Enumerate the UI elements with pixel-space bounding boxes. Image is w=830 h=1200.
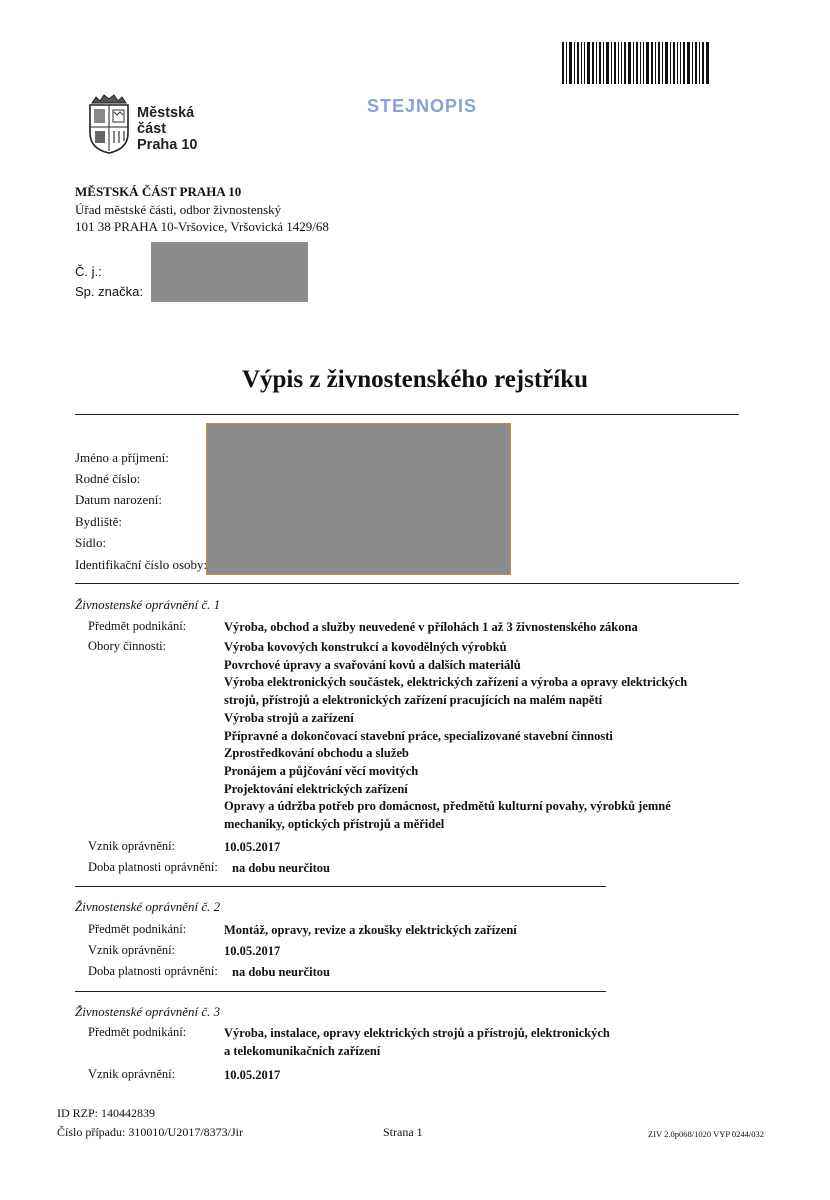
subject-label: Předmět podnikání:: [88, 619, 187, 633]
redaction-box: [207, 424, 510, 574]
logo-text-line: Praha 10: [137, 137, 198, 153]
field-item: strojů, přístrojů a elektronických zařízení pracujících na malém napětí: [224, 693, 603, 708]
origin-value: 10.05.2017: [224, 840, 281, 854]
cj-label: Č. j.:: [75, 264, 102, 279]
office-department: Úřad městské části, odbor živnostenský: [75, 201, 282, 217]
subject-value: [224, 1025, 610, 1060]
field-item: Výroba elektronických součástek, elektrických zařízení a výroba a opravy elektrických: [224, 675, 688, 690]
barcode: [562, 42, 748, 84]
fields-list: [224, 639, 687, 834]
divider: [75, 583, 739, 584]
field-item: Zprostředkování obchodu a služeb: [224, 746, 409, 761]
subject-value: Montáž, opravy, revize a zkoušky elektrických zařízení: [224, 923, 517, 937]
validity-label: Doba platnosti oprávnění:: [88, 964, 218, 978]
field-item: Výroba kovových konstrukcí a kovodělných výrobků: [224, 640, 507, 654]
reference-labels: [75, 262, 143, 302]
license-heading: Živnostenské oprávnění č. 3: [75, 1004, 221, 1019]
id-rzp: ID RZP: 140442839: [57, 1106, 156, 1120]
divider: [75, 991, 606, 992]
label-id-number: Identifikační číslo osoby:: [75, 557, 208, 572]
validity-value: na dobu neurčitou: [232, 965, 330, 979]
sp-label: Sp. značka:: [75, 284, 143, 299]
field-item: Opravy a údržba potřeb pro domácnost, předmětů kulturní povahy, výrobků jemné: [224, 799, 671, 814]
subject-line: a telekomunikačních zařízení: [224, 1043, 381, 1058]
validity-value: na dobu neurčitou: [232, 861, 330, 875]
stejnopis-stamp: STEJNOPIS: [367, 96, 478, 116]
fields-label: Obory činnosti:: [88, 639, 167, 653]
form-code: ZIV 2.0p068/1020 VYP 0244/032: [648, 1129, 765, 1139]
logo-text: [137, 105, 197, 153]
label-seat: Sídlo:: [75, 535, 107, 550]
page-number: Strana 1: [383, 1125, 423, 1139]
origin-label: Vznik oprávnění:: [88, 943, 176, 957]
field-item: mechaniky, optických přístrojů a měřidel: [224, 817, 445, 832]
license-heading: Živnostenské oprávnění č. 1: [75, 597, 221, 612]
subject-value: Výroba, obchod a služby neuvedené v přílohách 1 až 3 živnostenského zákona: [224, 620, 638, 634]
subject-label: Předmět podnikání:: [88, 1025, 187, 1039]
office-address: 101 38 PRAHA 10-Vršovice, Vršovická 1429/68: [75, 219, 329, 234]
redaction-box: [151, 242, 308, 302]
subject-label: Předmět podnikání:: [88, 922, 187, 936]
divider: [75, 886, 606, 887]
issuing-office: [75, 183, 329, 236]
subject-line: Výroba, instalace, opravy elektrických strojů a přístrojů, elektronických: [224, 1026, 610, 1040]
field-item: Výroba strojů a zařízení: [224, 710, 354, 725]
origin-value: 10.05.2017: [224, 1068, 281, 1082]
document-title: Výpis z živnostenského rejstříku: [241, 366, 589, 393]
logo-text-line: Městská: [137, 105, 195, 121]
label-name: Jméno a příjmení:: [75, 450, 169, 465]
field-item: Projektování elektrických zařízení: [224, 781, 408, 796]
case-number: Číslo případu: 310010/U2017/8373/Jir: [57, 1125, 243, 1139]
logo-text-line: část: [137, 121, 167, 137]
field-item: Povrchové úpravy a svařování kovů a dalších materiálů: [224, 657, 521, 672]
field-item: Pronájem a půjčování věcí movitých: [224, 763, 419, 778]
divider: [75, 414, 739, 415]
field-item: Přípravné a dokončovací stavební práce, specializované stavební činnosti: [224, 728, 613, 743]
coat-of-arms-logo: [86, 93, 132, 155]
origin-label: Vznik oprávnění:: [88, 839, 176, 853]
license-heading: Živnostenské oprávnění č. 2: [75, 899, 221, 914]
label-birth-date: Datum narození:: [75, 492, 162, 507]
origin-value: 10.05.2017: [224, 944, 281, 958]
origin-label: Vznik oprávnění:: [88, 1067, 176, 1081]
validity-label: Doba platnosti oprávnění:: [88, 860, 218, 874]
office-name: MĚSTSKÁ ČÁST PRAHA 10: [75, 184, 242, 199]
label-residence: Bydliště:: [75, 514, 122, 529]
label-birth-number: Rodné číslo:: [75, 471, 141, 486]
